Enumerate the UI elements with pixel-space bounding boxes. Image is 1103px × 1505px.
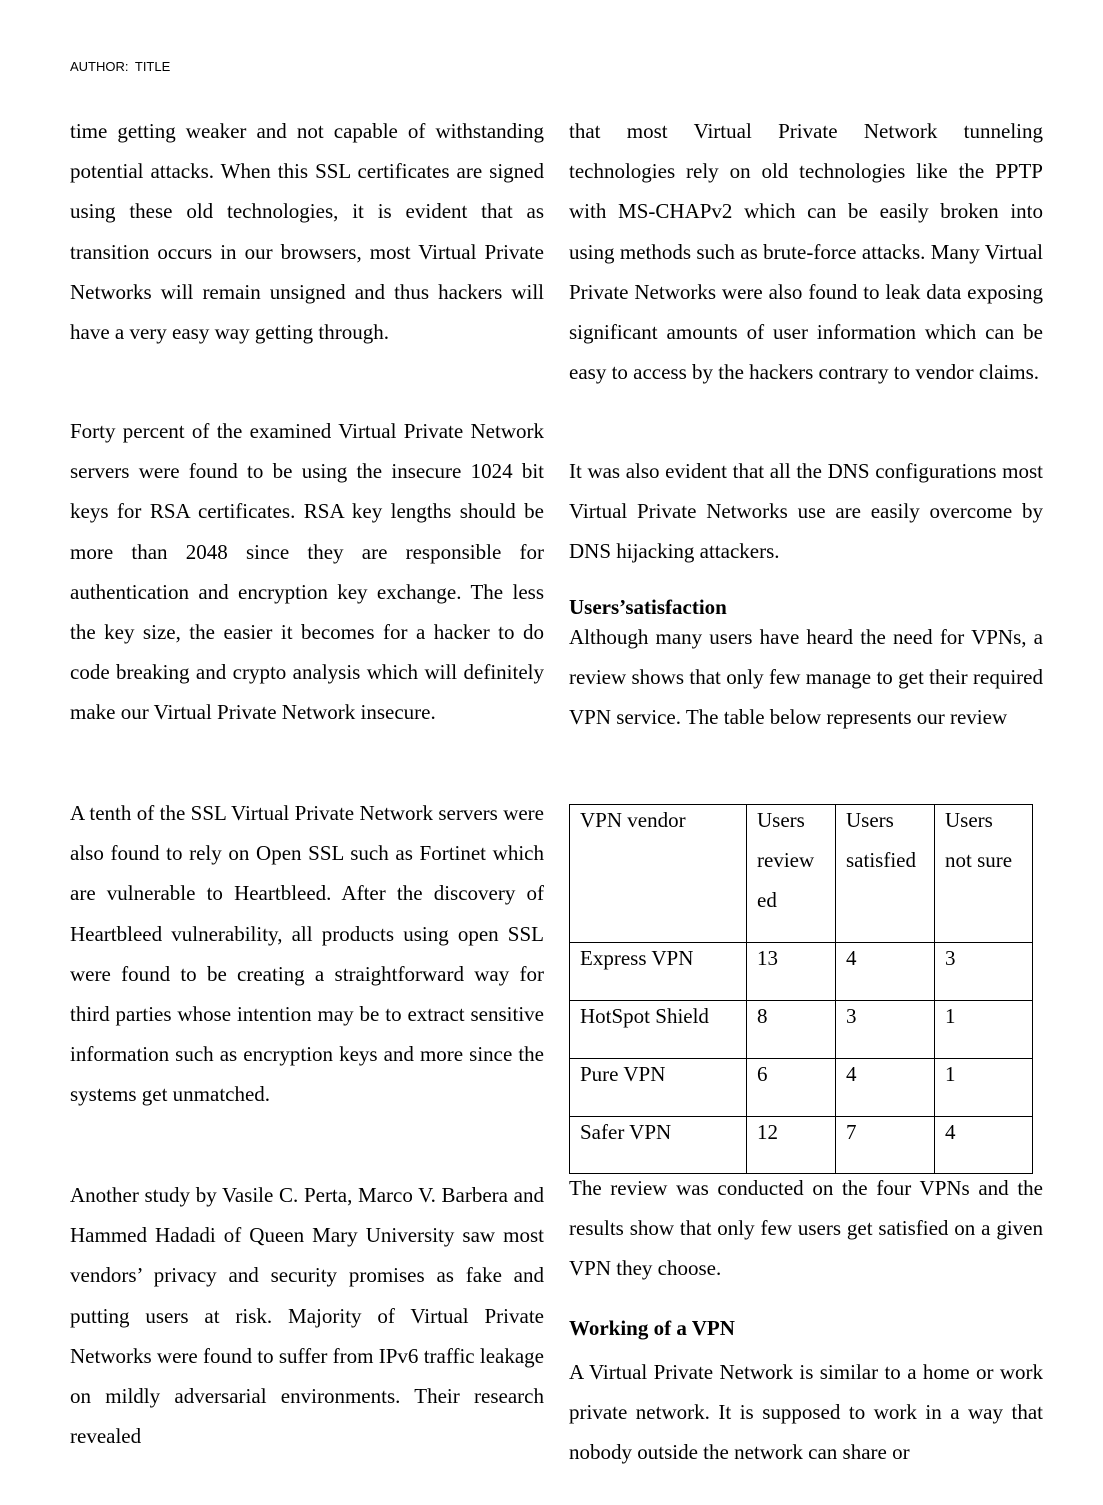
- table-row: [570, 943, 1033, 1001]
- cell: 1: [945, 1062, 956, 1086]
- cell: 4: [846, 946, 857, 970]
- cell: 4: [846, 1062, 857, 1086]
- header-cell: Users review ed: [757, 808, 815, 912]
- cell: Pure VPN: [580, 1062, 666, 1086]
- cell: 3: [945, 946, 956, 970]
- paragraph: A Virtual Private Network is similar to a home or work private network. It is supposed to work in a way that nobody outside the network can share or: [569, 1360, 1043, 1465]
- paragraph: time getting weaker and not capable of withstanding potential attacks. When this SSL certificates are signed using these old technologies, it is evident that as transition occurs in our browsers, most Virtual Private Networks will remain unsigned and thus hackers will have a very easy way getting through.: [70, 119, 544, 345]
- cell: Safer VPN: [580, 1120, 672, 1144]
- cell: 13: [757, 946, 778, 970]
- paragraph: Forty percent of the examined Virtual Private Network servers were found to be using the insecure 1024 bit keys for RSA certificates. RSA key lengths should be more than 2048 since they are responsible for authentication and encryption key exchange. The less the key size, the easier it becomes for a hacker to do code breaking and crypto analysis which will definitely make our Virtual Private Network insecure.: [70, 419, 544, 725]
- cell: 8: [757, 1004, 768, 1028]
- table-header-row: [570, 805, 1033, 943]
- cell: 7: [846, 1120, 857, 1144]
- table-row: [570, 1117, 1033, 1174]
- cell: 1: [945, 1004, 956, 1028]
- header-cell: VPN vendor: [580, 808, 686, 832]
- paragraph: Although many users have heard the need for VPNs, a review shows that only few manage to get their required VPN service. The table below represents our review: [569, 625, 1043, 730]
- running-header: AUTHOR: TITLE: [70, 59, 171, 74]
- cell: 12: [757, 1120, 778, 1144]
- cell: 6: [757, 1062, 768, 1086]
- cell: 4: [945, 1120, 956, 1144]
- header-cell: Users not sure: [945, 808, 1013, 872]
- table-row: [570, 1001, 1033, 1059]
- section-heading-satisfaction: Users’satisfaction: [569, 595, 727, 619]
- header-cell: Users satisfied: [846, 808, 916, 872]
- vpn-review-table: [569, 804, 1033, 1174]
- paragraph: A tenth of the SSL Virtual Private Network servers were also found to rely on Open SSL such as Fortinet which are vulnerable to Heartbleed. After the discovery of Heartbleed vulnerability, all products using open SSL were found to be creating a straightforward way for third parties whose intention may be to extract sensitive information such as encryption keys and more since the systems get unmatched.: [70, 801, 544, 1107]
- paragraph: Another study by Vasile C. Perta, Marco V. Barbera and Hammed Hadadi of Queen Mary University saw most vendors’ privacy and security promises as fake and putting users at risk. Majority of Virtual Private Networks were found to suffer from IPv6 traffic leakage on mildly adversarial environments. Their research revealed: [70, 1183, 544, 1449]
- cell: HotSpot Shield: [580, 1004, 709, 1028]
- cell: Express VPN: [580, 946, 694, 970]
- paragraph: It was also evident that all the DNS configurations most Virtual Private Networks use are easily overcome by DNS hijacking attackers.: [569, 459, 1043, 564]
- section-heading-working: Working of a VPN: [569, 1316, 735, 1340]
- paragraph: that most Virtual Private Network tunneling technologies rely on old technologies like the PPTP with MS-CHAPv2 which can be easily broken into using methods such as brute-force attacks. Many Virtual Private Networks were also found to leak data exposing significant amounts of user information which can be easy to access by the hackers contrary to vendor claims.: [569, 119, 1043, 385]
- cell: 3: [846, 1004, 857, 1028]
- table-row: [570, 1059, 1033, 1117]
- paragraph: The review was conducted on the four VPNs and the results show that only few users get satisfied on a given VPN they choose.: [569, 1176, 1043, 1281]
